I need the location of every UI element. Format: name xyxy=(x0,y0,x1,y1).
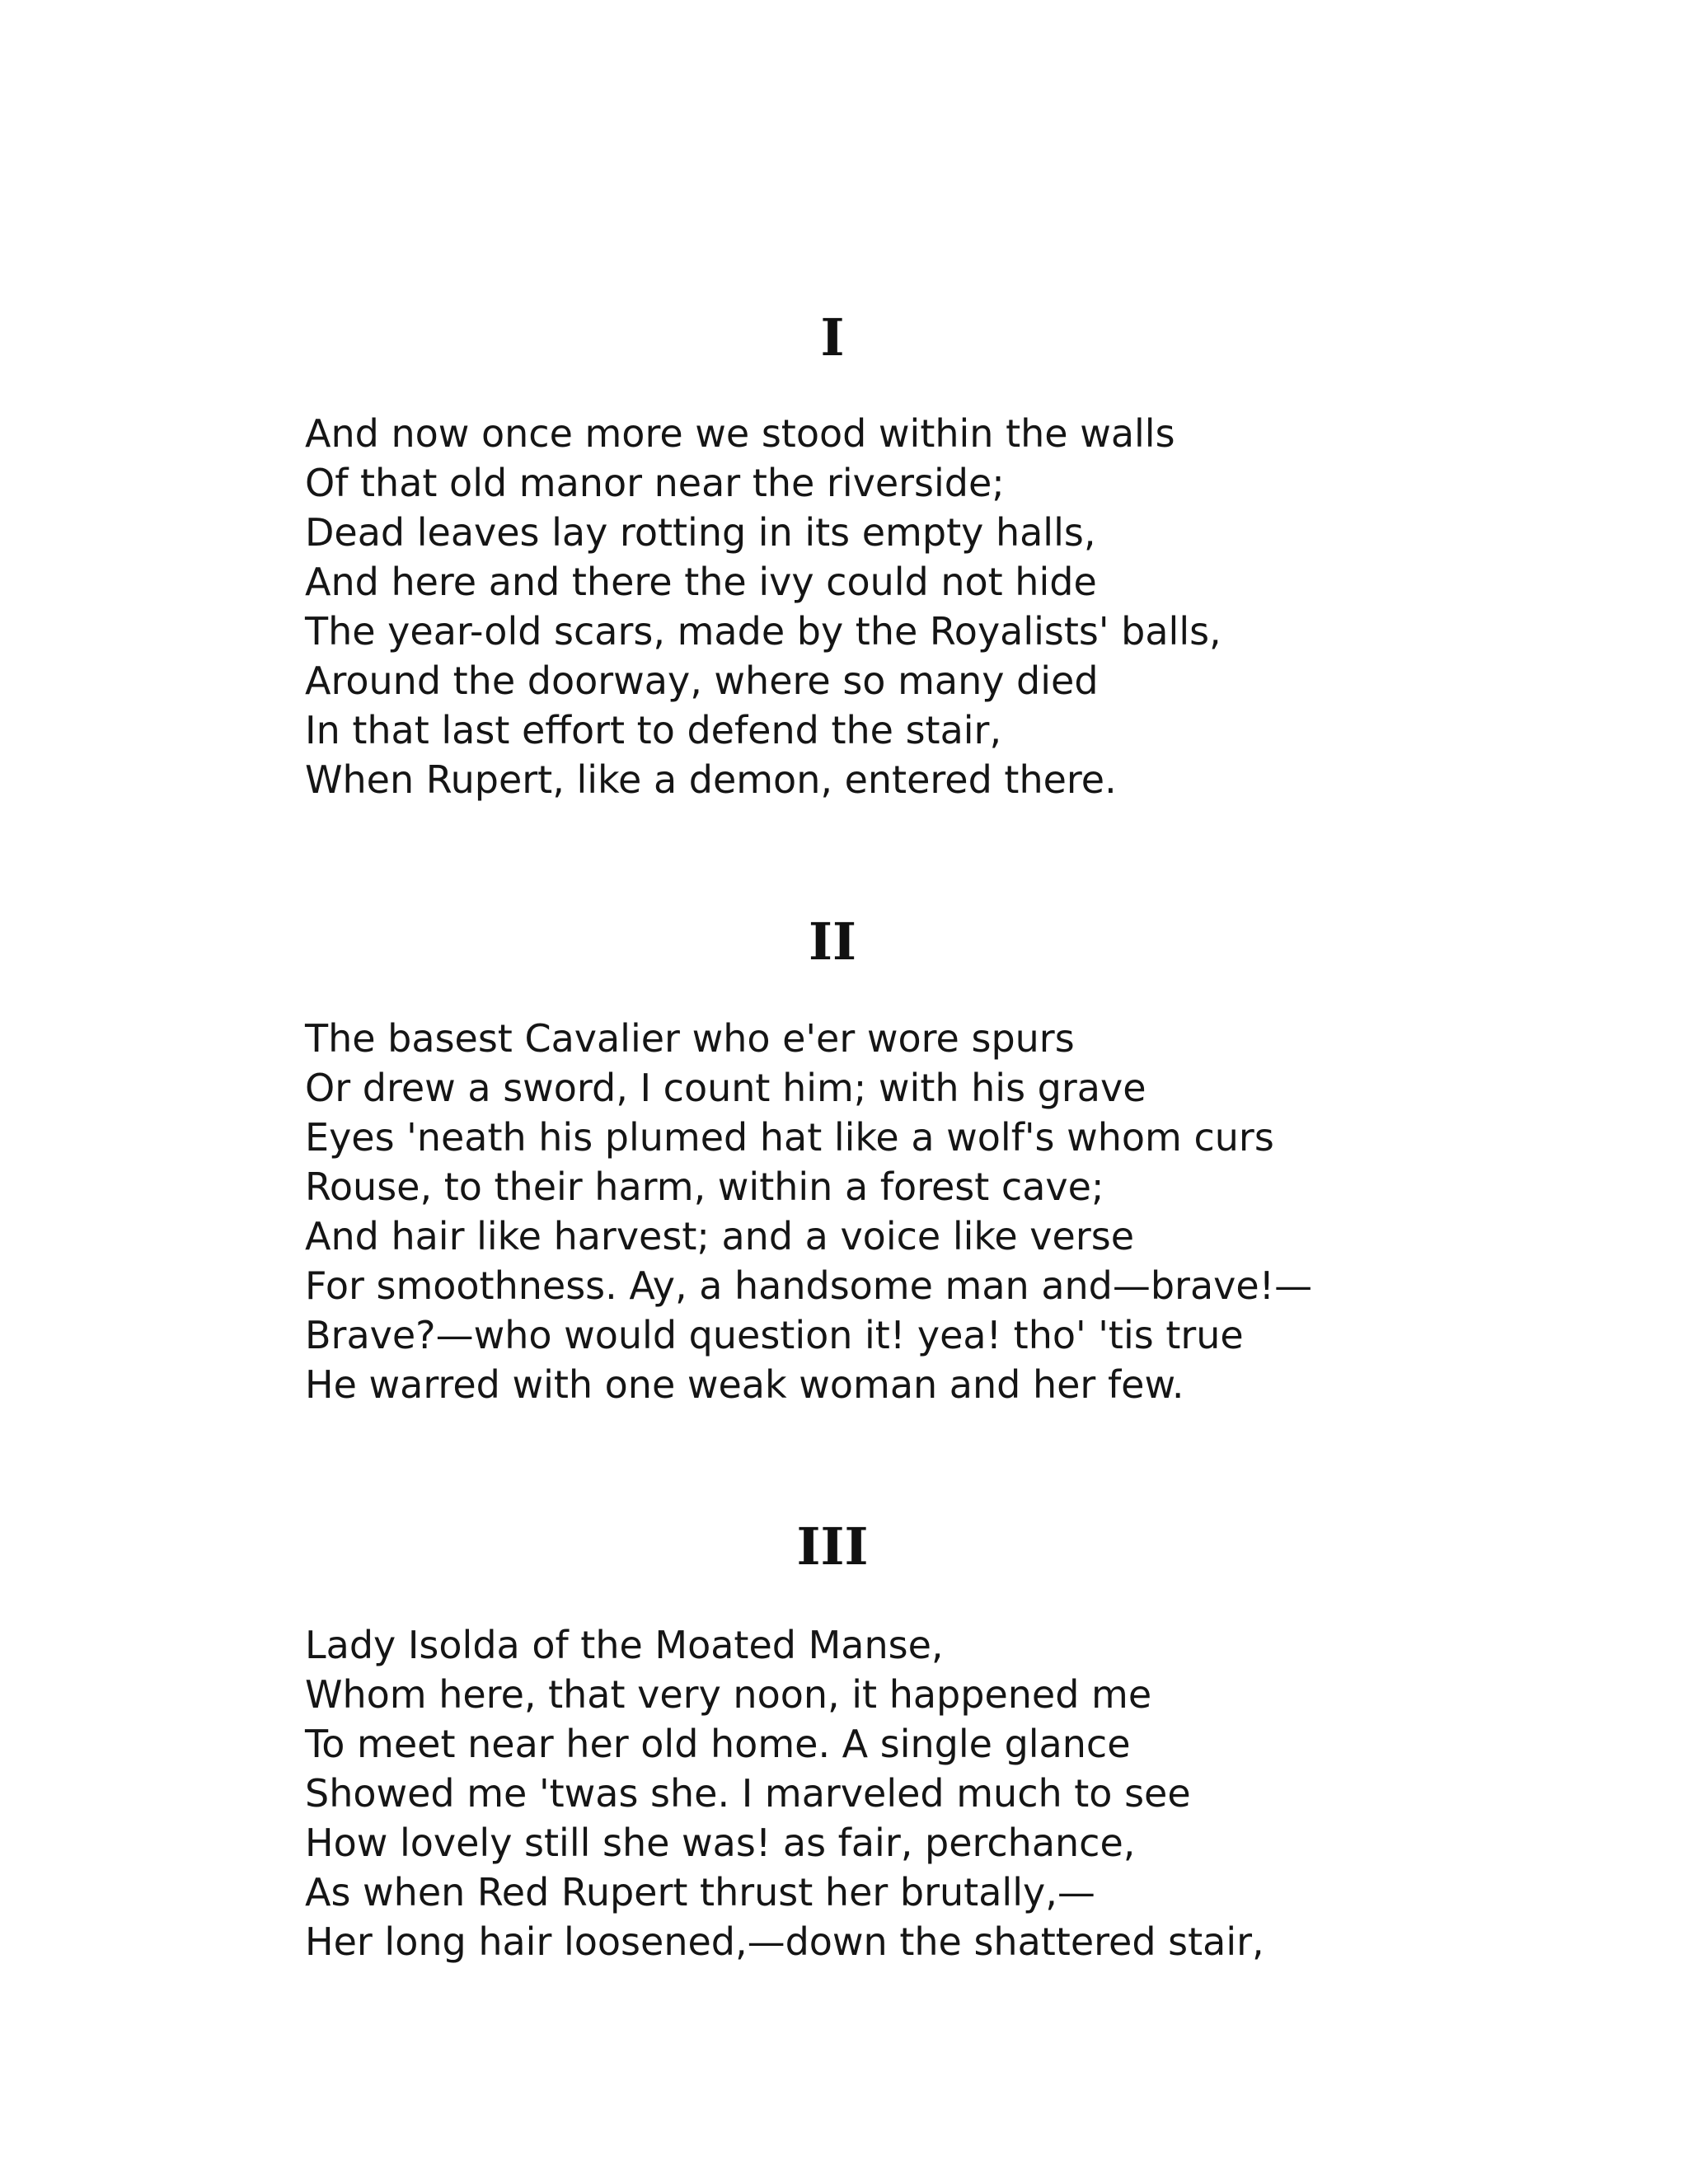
verse-line: Of that old manor near the riverside; xyxy=(305,461,1005,505)
verse-line: How lovely still she was! as fair, perchance, xyxy=(305,1821,1136,1865)
verse-line: To meet near her old home. A single glance xyxy=(305,1722,1131,1766)
verse-line: For smoothness. Ay, a handsome man and—brave!— xyxy=(305,1263,1313,1308)
verse-line: As when Red Rupert thrust her brutally,— xyxy=(305,1870,1095,1915)
stanza-numeral: III xyxy=(796,1516,869,1577)
stanza-numeral: II xyxy=(808,912,856,972)
verse-line: The year-old scars, made by the Royalists' balls, xyxy=(305,609,1221,654)
stanza-lines xyxy=(305,1620,1624,1966)
verse-line: Whom here, that very noon, it happened me xyxy=(305,1672,1152,1717)
verse-line: Or drew a sword, I count him; with his grave xyxy=(305,1066,1146,1110)
verse-line: The basest Cavalier who e'er wore spurs xyxy=(305,1016,1075,1061)
verse-line: And hair like harvest; and a voice like verse xyxy=(305,1214,1135,1258)
verse-line: Eyes 'neath his plumed hat like a wolf's whom curs xyxy=(305,1115,1274,1160)
verse-line: Around the doorway, where so many died xyxy=(305,658,1099,703)
verse-line: Her long hair loosened,—down the shattered stair, xyxy=(305,1919,1264,1964)
stanza-numeral: I xyxy=(820,307,845,368)
verse-line: When Rupert, like a demon, entered there. xyxy=(305,757,1117,802)
verse-line: Rouse, to their harm, within a forest cave; xyxy=(305,1165,1104,1209)
verse-line: Dead leaves lay rotting in its empty halls, xyxy=(305,510,1096,555)
verse-line: And now once more we stood within the walls xyxy=(305,411,1175,456)
verse-line: And here and there the ivy could not hide xyxy=(305,560,1097,604)
stanza-lines xyxy=(305,409,1624,804)
verse-line: Brave?—who would question it! yea! tho' 'tis true xyxy=(305,1313,1244,1357)
verse-line: Lady Isolda of the Moated Manse, xyxy=(305,1623,944,1667)
stanza-lines xyxy=(305,1014,1624,1409)
verse-line: Showed me 'twas she. I marveled much to see xyxy=(305,1771,1191,1816)
verse-line: He warred with one weak woman and her few. xyxy=(305,1362,1184,1407)
verse-line: In that last effort to defend the stair, xyxy=(305,708,1002,752)
